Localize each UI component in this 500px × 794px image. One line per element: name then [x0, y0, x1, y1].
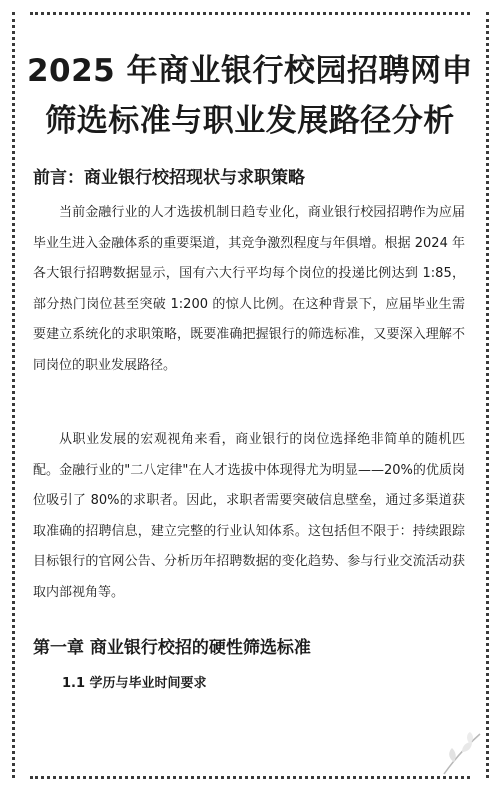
preface-paragraph-2: 从职业发展的宏观视角来看，商业银行的岗位选择绝非简单的随机匹配。金融行业的"二八定律"在人才选拔中体现得尤为明显——20%的优质岗位吸引了 80%的求职者。因此，求职者需要突破信息壁垒，通过多渠道获取准确的招聘信息，建立完整的行业认知体系。这包括但不限于：持续跟踪目标银行的官网公告、分析历年招聘数据的变化趋势、参与行业交流活动获取内部视角等。 — [33, 432, 465, 600]
document-title: 2025 年商业银行校园招聘网申筛选标准与职业发展路径分析 — [26, 53, 474, 139]
page-border-left — [12, 12, 15, 778]
chapter-heading: 第一章 商业银行校招的硬性筛选标准 — [33, 638, 311, 658]
page-border-bottom — [30, 776, 470, 779]
page-border-top — [30, 12, 470, 15]
leaf-decoration-icon — [440, 730, 484, 778]
section-heading: 1.1 学历与毕业时间要求 — [62, 676, 207, 691]
page-border-right — [486, 12, 489, 778]
preface-paragraph-1: 当前金融行业的人才选拔机制日趋专业化，商业银行校园招聘作为应届毕业生进入金融体系的重要渠道，其竞争激烈程度与年俱增。根据 2024 年各大银行招聘数据显示，国有六大行平均每个岗位的投递比例达到 1:85，部分热门岗位甚至突破 1:200 的惊人比例。在这种背景下，应届毕业生需要建立系统化的求职策略，既要准确把握银行的筛选标准，又要深入理解不同岗位的职业发展路径。 — [33, 205, 465, 373]
preface-heading: 前言：商业银行校招现状与求职策略 — [33, 168, 305, 188]
